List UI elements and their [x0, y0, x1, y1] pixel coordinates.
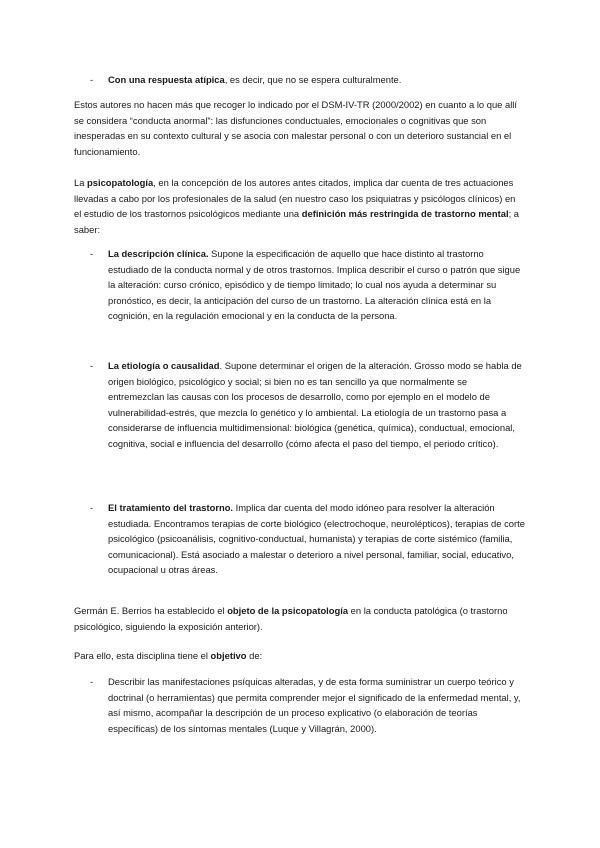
bold-definicion: definición más restringida de trastorno mental: [301, 208, 509, 220]
bullet-bold-label: Con una respuesta atípica: [108, 74, 225, 85]
paragraph-berrios: Germán E. Berrios ha establecido el objeto de la psicopatología en la conducta patológica (o trastorno psicológico, siguiendo la exposición anterior).: [74, 605, 508, 632]
bullet-dash: -: [90, 502, 94, 513]
bullet-tratamiento: [90, 500, 525, 578]
bullet-bold-label: La etiología o causalidad: [108, 360, 220, 371]
bold-objetivo: objetivo: [210, 650, 247, 661]
bullet-dash: -: [90, 676, 94, 687]
bullet-dash: -: [90, 74, 94, 85]
bullet-dash: -: [90, 360, 94, 371]
bold-psicopatologia: psicopatología: [87, 177, 154, 188]
paragraph-psicopatologia: La psicopatología, en la concepción de los autores antes citados, implica dar cuenta de tres actuaciones llevadas a cabo por los profesionales de la salud (en nuestro caso los psiquiatras y psicólogos clínicos) en el estudio de los trastornos psicológicos mediante una definición más restringida de trastorno mental; a saber:: [74, 177, 520, 235]
bullet-bold-label: El tratamiento del trastorno.: [108, 502, 234, 513]
bullet-describir: [90, 674, 525, 736]
bullet-etiologia: [90, 358, 525, 452]
bullet-text: . Supone determinar el origen de la alteración. Grosso modo se habla de origen biológico, psicológico y social; si bien no es tan sencillo ya que normalmente se entremezclan las causas con los procesos de desarrollo, como por ejemplo en el modelo de vulnerabilidad-estrés, que mezcla lo genético y lo ambiental. La etiología de un trastorno pasa a considerarse de influencia multidimensional: biológica (genética, química), conductual, emocional, cognitiva, social e influencia del desarrollo (cómo afecta el paso del tiempo, el periodo crítico).: [108, 360, 522, 449]
bullet-text: , es decir, que no se espera culturalmente.: [224, 74, 402, 85]
bold-objeto: objeto de la psicopatología: [227, 605, 349, 616]
bullet-text: Implica dar cuenta del modo idóneo para resolver la alteración estudiada. Encontramos terapias de corte biológico (electrochoque, neurolépticos), terapias de corte psicológico (psicoanálisis, cognitivo-conductual, humanista) y terapias de corte sistémico (familia, comunicacional). Está asociado a malestar o deterioro a nivel personal, familiar, social, educativo, ocupacional u otras áreas.: [108, 502, 525, 576]
bullet-text: Describir las manifestaciones psíquicas alteradas, y de esta forma suministrar un cuerpo teórico y doctrinal (o herramientas) que permita comprender mejor el significado de la enfermedad mental, y, así mismo, acompañar la descripción de un proceso explicativo (o elaboración de teorías específicas) de los síntomas mentales (Luque y Villagrán, 2000).: [108, 676, 521, 734]
bullet-dash: -: [90, 248, 94, 259]
bullet-descripcion-clinica: [90, 246, 525, 324]
paragraph-dsm: Estos autores no hacen más que recoger lo indicado por el DSM-IV-TR (2000/2002) en cuanto a lo que allí se considera “conducta anormal”: las disfunciones conductuales, emocionales o cognitivas que son inesperadas en su contexto cultural y se asocia con malestar personal o con un deterioro sustancial en el funcionamiento.: [74, 99, 517, 157]
bullet-text: Supone la especificación de aquello que hace distinto al trastorno estudiado de la conducta normal y de otros trastornos. Implica describir el curso o patrón que sigue la alteración: curso crónico, episódico y de tiempo limitado; lo cual nos ayuda a determinar su pronóstico, es decir, la anticipación del curso de un trastorno. La alteración clínica está en la cognición, en la regulación emocional y en la conducta de la persona.: [108, 248, 521, 322]
bullet-atypical-response: [90, 72, 525, 88]
bullet-bold-label: La descripción clínica.: [108, 248, 209, 259]
paragraph-objetivo-intro: Para ello, esta disciplina tiene el objetivo de:: [74, 650, 263, 661]
